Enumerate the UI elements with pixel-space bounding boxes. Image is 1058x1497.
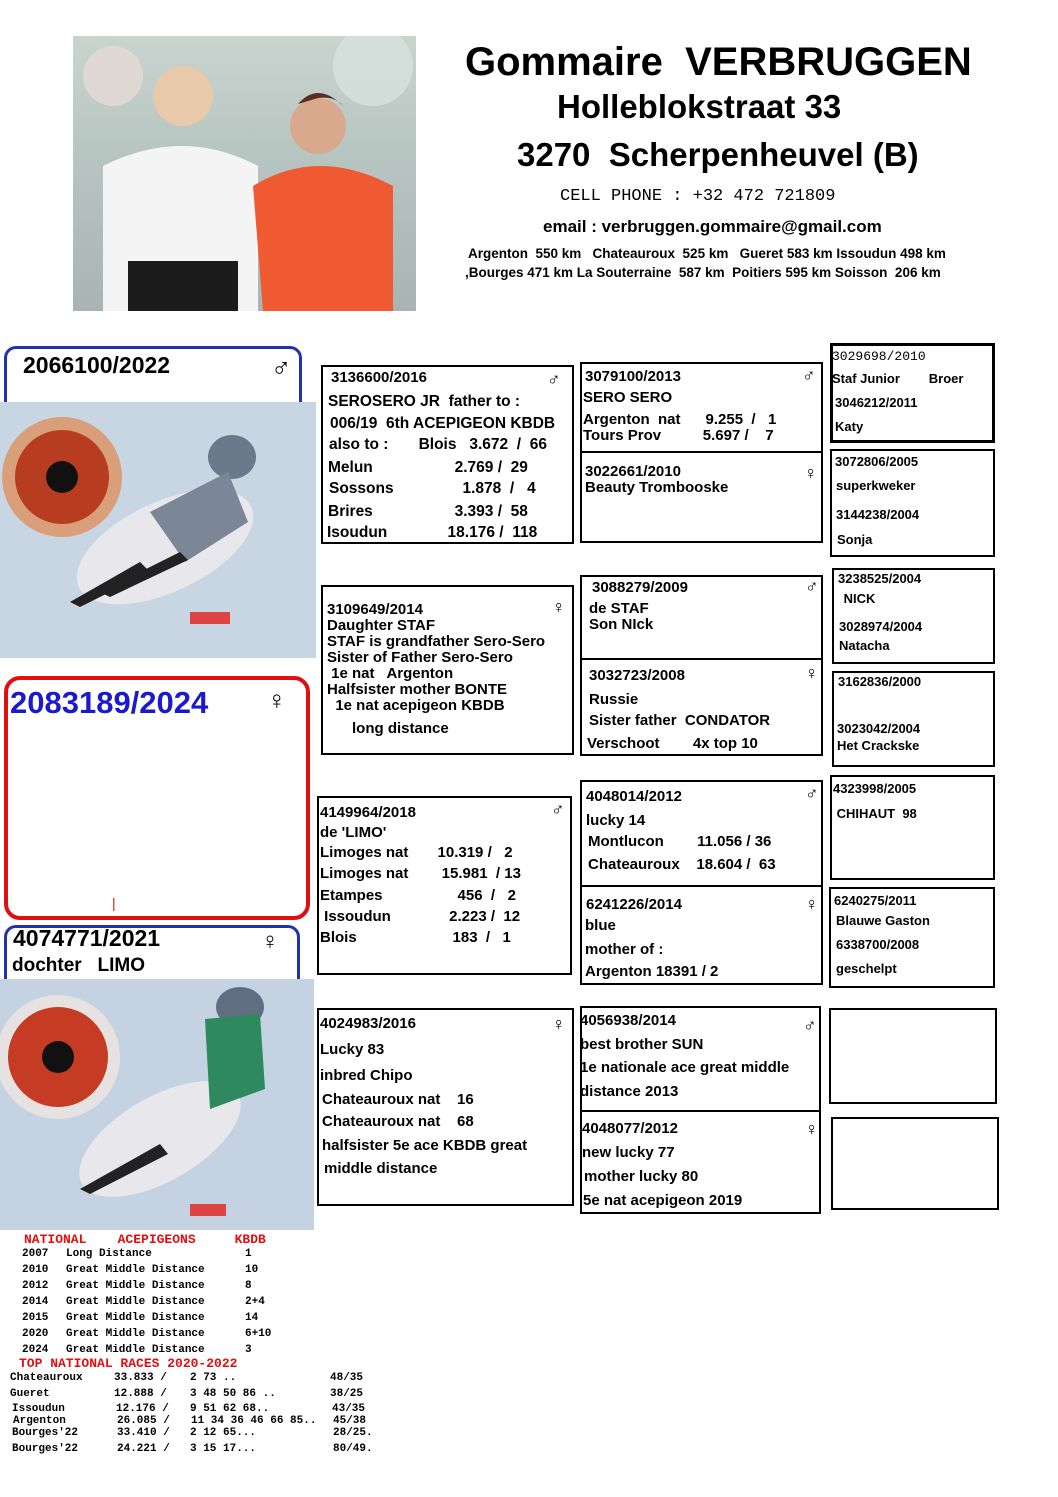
card-line: 6241226/2014	[586, 896, 682, 913]
card-line: 5e nat acepigeon 2019	[583, 1192, 743, 1209]
dam-ring: 4074771/2021	[13, 925, 161, 951]
card-line: 3136600/2016	[331, 369, 427, 386]
distances-line-2: ,Bourges 471 km La Souterraine 587 km Poitiers 595 km Soisson 206 km	[465, 265, 941, 280]
card-line: mother lucky 80	[584, 1168, 699, 1185]
ace-category: Great Middle Distance	[66, 1264, 205, 1276]
card-line: 6240275/2011	[834, 893, 917, 908]
card-line: Tours Prov 5.697 / 7	[583, 427, 774, 444]
card-line: Katy	[835, 419, 864, 434]
owner-photo	[73, 36, 416, 311]
male-icon: ♂	[271, 352, 292, 382]
ace-year: 2020	[22, 1328, 49, 1340]
card-line: Chateauroux nat 16	[322, 1091, 474, 1108]
card-line: Blois 183 / 1	[320, 929, 511, 946]
great-grandparent-card-empty	[831, 1117, 999, 1210]
dam-name: dochter LIMO	[12, 955, 145, 976]
ace-category: Great Middle Distance	[66, 1344, 205, 1356]
card-line: Brires 3.393 / 58	[328, 503, 528, 520]
ace-rank: 3	[245, 1344, 252, 1356]
dam-photo	[0, 979, 314, 1230]
parent-card	[317, 796, 572, 975]
card-line: blue	[585, 917, 616, 934]
card-line: superkweker	[836, 478, 916, 493]
race-places: 11 34 36 46 66 85..	[191, 1415, 317, 1427]
card-line: 3079100/2013	[585, 368, 681, 385]
card-line: 4048014/2012	[586, 788, 682, 805]
card-line: Russie	[589, 691, 639, 708]
female-icon: ♀	[804, 463, 818, 483]
female-icon: ♀	[267, 685, 287, 715]
card-line: SERO SERO	[583, 389, 673, 406]
card-line: long distance	[327, 720, 449, 737]
ace-category: Great Middle Distance	[66, 1296, 205, 1308]
race-total: 26.085 /	[117, 1415, 170, 1427]
divider	[580, 885, 823, 887]
card-line: 1e nationale ace great middle	[580, 1059, 790, 1076]
card-line: Daughter STAF	[327, 617, 436, 634]
ace-rank: 8	[245, 1280, 252, 1292]
owner-name: Gommaire VERBRUGGEN	[465, 40, 972, 84]
races-title: TOP NATIONAL RACES 2020-2022	[19, 1356, 238, 1371]
card-line: Sonja	[837, 532, 873, 547]
card-line: Chateauroux nat 68	[322, 1113, 474, 1130]
card-line: Son NIck	[589, 616, 654, 633]
divider	[580, 451, 823, 453]
great-grandparent-card-empty	[829, 1008, 997, 1104]
card-line: Etampes 456 / 2	[320, 887, 516, 904]
card-line: 3029698/2010	[832, 349, 926, 364]
male-icon: ♂	[803, 1015, 817, 1035]
card-line: Verschoot 4x top 10	[587, 735, 758, 752]
female-icon: ♀	[552, 1014, 566, 1034]
card-line: Staf Junior Broer	[832, 371, 964, 386]
card-line: geschelpt	[836, 961, 897, 976]
card-line: 4323998/2005	[833, 781, 917, 796]
race-ratio: 80/49.	[333, 1443, 373, 1455]
card-line: Melun 2.769 / 29	[328, 459, 528, 476]
card-line: Natacha	[839, 638, 890, 653]
card-line: NICK	[840, 591, 876, 606]
race-name: Chateauroux	[10, 1372, 83, 1384]
ace-year: 2015	[22, 1312, 49, 1324]
card-line: Limoges nat 10.319 / 2	[320, 844, 513, 861]
race-places: 3 15 17...	[190, 1443, 257, 1455]
card-line: 3028974/2004	[839, 619, 923, 634]
race-places: 9 51 62 68..	[190, 1403, 270, 1415]
race-name: Gueret	[10, 1388, 50, 1400]
card-line: 3032723/2008	[589, 667, 685, 684]
ace-category: Great Middle Distance	[66, 1312, 205, 1324]
male-icon: ♂	[802, 365, 816, 385]
card-line: halfsister 5e ace KBDB great	[322, 1137, 528, 1154]
card-line: new lucky 77	[582, 1144, 675, 1161]
ace-category: Great Middle Distance	[66, 1328, 205, 1340]
ace-rank: 6+10	[245, 1328, 272, 1340]
card-line: Sister father CONDATOR	[589, 712, 771, 729]
ace-year: 2010	[22, 1264, 49, 1276]
female-icon: ♀	[805, 894, 819, 914]
card-line: Argenton nat 9.255 / 1	[583, 411, 777, 428]
male-icon: ♂	[805, 576, 819, 596]
card-line: 3022661/2010	[585, 463, 681, 480]
card-line: Montlucon 11.056 / 36	[588, 833, 772, 850]
race-ratio: 45/38	[333, 1415, 367, 1427]
ace-category: Great Middle Distance	[66, 1280, 205, 1292]
card-line: 4149964/2018	[320, 804, 416, 821]
ace-rank: 10	[245, 1264, 259, 1276]
card-line: 3046212/2011	[835, 395, 918, 410]
top-pigeon-photo	[0, 402, 316, 658]
ace-year: 2007	[22, 1248, 49, 1260]
race-places: 2 12 65...	[190, 1427, 257, 1439]
card-line: 6338700/2008	[836, 937, 920, 952]
card-line: 3088279/2009	[592, 579, 688, 596]
card-line: de 'LIMO'	[320, 824, 387, 841]
divider	[580, 658, 823, 660]
card-line: Argenton 18391 / 2	[585, 963, 719, 980]
female-icon: ♀	[805, 1119, 819, 1139]
ace-rank: 2+4	[245, 1296, 265, 1308]
ace-title: NATIONAL ACEPIGEONS KBDB	[24, 1232, 266, 1247]
card-line: Blauwe Gaston	[836, 913, 930, 928]
race-ratio: 43/35	[332, 1403, 366, 1415]
race-name: Bourges'22	[12, 1443, 79, 1455]
owner-phone: CELL PHONE : +32 472 721809	[560, 187, 836, 206]
race-name: Issoudun	[12, 1403, 65, 1415]
ace-category: Long Distance	[66, 1248, 152, 1260]
card-line: CHIHAUT 98	[833, 806, 917, 821]
card-line: distance 2013	[580, 1083, 679, 1100]
owner-email: email : verbruggen.gommaire@gmail.com	[543, 217, 882, 236]
race-places: 3 48 50 86 ..	[190, 1388, 276, 1400]
card-line: Issoudun 2.223 / 12	[320, 908, 521, 925]
card-line: 3238525/2004	[838, 571, 922, 586]
card-line: mother of :	[585, 941, 664, 958]
ace-year: 2024	[22, 1344, 49, 1356]
card-line: 006/19 6th ACEPIGEON KBDB	[330, 415, 556, 432]
top-pigeon-ring: 2066100/2022	[23, 352, 171, 378]
female-icon: ♀	[552, 597, 566, 617]
card-line: STAF is grandfather Sero-Sero	[327, 633, 546, 650]
male-icon: ♂	[805, 783, 819, 803]
card-line: Limoges nat 15.981 / 13	[320, 865, 521, 882]
race-ratio: 48/35	[330, 1372, 364, 1384]
owner-city: 3270 Scherpenheuvel (B)	[517, 136, 919, 173]
card-line: 4024983/2016	[320, 1015, 416, 1032]
main-pigeon-ring: 2083189/2024	[10, 685, 209, 720]
card-line: 3023042/2004	[837, 721, 921, 736]
race-name: Bourges'22	[12, 1427, 79, 1439]
card-line: Beauty Trombooske	[585, 479, 729, 496]
card-line: best brother SUN	[580, 1036, 704, 1053]
divider	[580, 1110, 821, 1112]
ace-year: 2012	[22, 1280, 49, 1292]
race-total: 33.833 /	[114, 1372, 167, 1384]
race-total: 12.176 /	[116, 1403, 169, 1415]
race-places: 2 73 ..	[190, 1372, 237, 1384]
card-line: 3109649/2014	[327, 601, 423, 618]
race-ratio: 38/25	[330, 1388, 364, 1400]
card-line: Lucky 83	[320, 1041, 385, 1058]
card-line: Het Crackske	[837, 738, 920, 753]
card-line: middle distance	[324, 1160, 438, 1177]
card-line: 3162836/2000	[838, 674, 922, 689]
card-line: lucky 14	[586, 812, 646, 829]
race-total: 24.221 /	[117, 1443, 170, 1455]
card-line: also to : Blois 3.672 / 66	[329, 436, 547, 453]
card-line: 1e nat Argenton	[327, 665, 454, 682]
card-line: 4048077/2012	[582, 1120, 678, 1137]
race-ratio: 28/25.	[333, 1427, 373, 1439]
card-line: Halfsister mother BONTE	[327, 681, 508, 698]
distances-line-1: Argenton 550 km Chateauroux 525 km Gueret 583 km Issoudun 498 km	[468, 246, 946, 261]
red-mark: |	[112, 895, 116, 911]
card-line: de STAF	[589, 600, 649, 617]
card-line: 1e nat acepigeon KBDB	[327, 697, 505, 714]
card-line: 3144238/2004	[836, 507, 920, 522]
card-line: Sossons 1.878 / 4	[329, 480, 536, 497]
card-line: inbred Chipo	[320, 1067, 413, 1084]
race-total: 33.410 /	[117, 1427, 170, 1439]
race-total: 12.888 /	[114, 1388, 167, 1400]
card-line: 4056938/2014	[580, 1012, 676, 1029]
ace-year: 2014	[22, 1296, 49, 1308]
card-line: SEROSERO JR father to :	[328, 393, 521, 410]
card-line: Isoudun 18.176 / 118	[327, 524, 538, 541]
female-icon: ♀	[805, 663, 819, 683]
owner-street: Holleblokstraat 33	[557, 88, 842, 125]
card-line: 3072806/2005	[835, 454, 919, 469]
ace-rank: 14	[245, 1312, 259, 1324]
female-icon: ♀	[261, 928, 279, 955]
male-icon: ♂	[551, 799, 565, 819]
ace-rank: 1	[245, 1248, 252, 1260]
card-line: Sister of Father Sero-Sero	[327, 649, 513, 666]
male-icon: ♂	[547, 369, 561, 389]
card-line: Chateauroux 18.604 / 63	[588, 856, 776, 873]
race-name: Argenton	[13, 1415, 66, 1427]
